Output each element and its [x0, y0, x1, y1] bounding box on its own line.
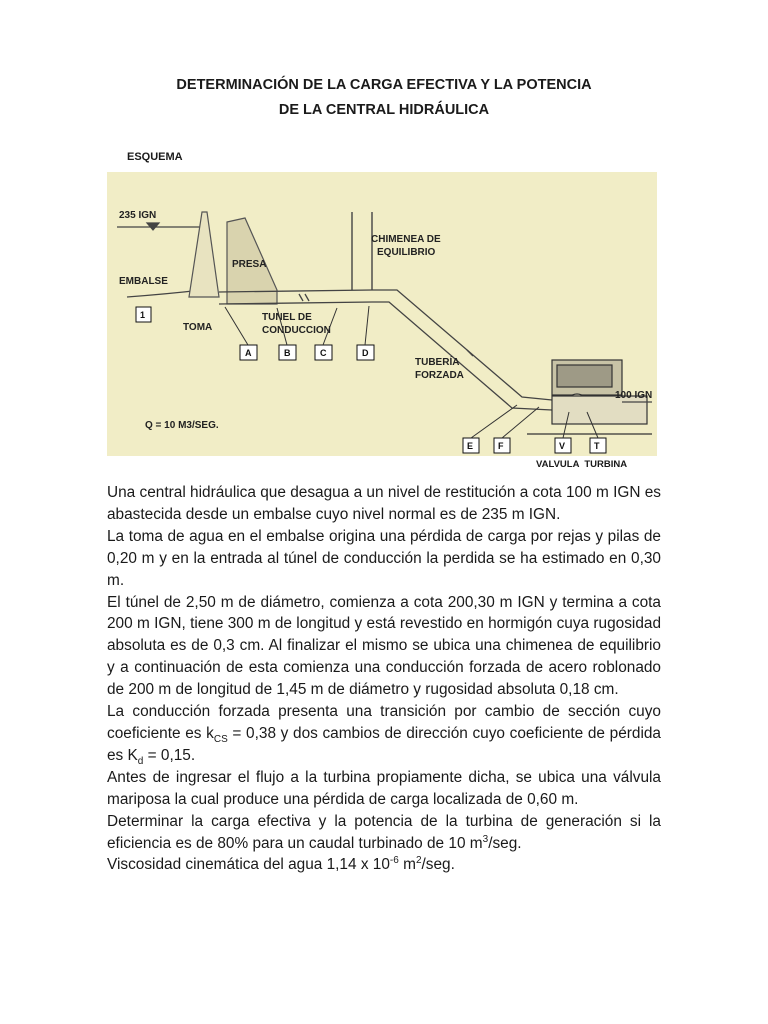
level-235-label: 235 IGN: [119, 210, 157, 221]
marker-f: F: [498, 441, 504, 451]
valve-turbine-caption: VALVULA TURBINA: [536, 459, 628, 470]
paragraph-7-part-a: Viscosidad cinemática del agua 1,14 x 10: [107, 856, 390, 874]
level-100-label: 100 IGN: [615, 390, 653, 401]
chimenea-label-1: CHIMENEA DE: [371, 234, 441, 245]
tunel-label-1: TUNEL DE: [262, 312, 312, 323]
paragraph-6-part-a: Determinar la carga efectiva y la potencia de la turbina de generación si la eficiencia es de 80% para un caudal turbinado de 10 m: [107, 812, 661, 852]
paragraph-5: Antes de ingresar el flujo a la turbina propiamente dicha, se ubica una válvula mariposa la cual produce una pérdida de carga localizada de 0,60 m.: [107, 768, 661, 808]
exponent-superscript: -6: [389, 855, 399, 867]
paragraph-7: [107, 854, 661, 876]
marker-b: B: [284, 348, 291, 358]
marker-a: A: [245, 348, 252, 358]
paragraph-4: [107, 701, 661, 767]
tunel-label-2: CONDUCCION: [262, 325, 331, 336]
tuberia-label-2: FORZADA: [415, 370, 464, 381]
marker-1: 1: [140, 310, 146, 320]
paragraph-7-part-b: m: [398, 856, 416, 874]
marker-v: V: [559, 441, 566, 451]
marker-c: C: [320, 348, 327, 358]
hydro-plant-schematic: [107, 172, 657, 456]
document-title-line-1: DETERMINACIÓN DE LA CARGA EFECTIVA Y LA POTENCIA: [176, 77, 592, 93]
marker-e: E: [467, 441, 474, 451]
document-title-line-2: DE LA CENTRAL HIDRÁULICA: [278, 102, 490, 118]
paragraph-4-part-b: = 0,38 y dos cambios de dirección cuyo coeficiente de pérdida es K: [107, 724, 661, 764]
paragraph-6: [107, 811, 661, 855]
marker-d: D: [362, 348, 369, 358]
problem-statement: [107, 482, 661, 876]
paragraph-1: Una central hidráulica que desagua a un nivel de restitución a cota 100 m IGN es abastecida desde un embalse cuyo nivel normal es de 235 m IGN.: [107, 484, 661, 523]
marker-t: T: [594, 441, 600, 451]
embalse-label: EMBALSE: [119, 276, 168, 287]
tuberia-label-1: TUBERÍA: [415, 357, 460, 368]
paragraph-2: La toma de agua en el embalse origina una pérdida de carga por rejas y pilas de 0,20 m y en la entrada al túnel de conducción la perdida se ha estimado en 0,30 m.: [107, 527, 661, 589]
toma-label: TOMA: [183, 322, 213, 333]
kcs-subscript: CS: [213, 734, 228, 746]
presa-label: PRESA: [232, 259, 267, 270]
paragraph-4-part-c: = 0,15.: [143, 746, 196, 764]
paragraph-7-part-c: /seg.: [421, 856, 455, 874]
paragraph-6-part-b: /seg.: [488, 834, 522, 852]
kd-subscript: d: [137, 755, 144, 767]
square-superscript: 2: [415, 855, 422, 867]
chimenea-label-2: EQUILIBRIO: [377, 247, 436, 258]
paragraph-3: El túnel de 2,50 m de diámetro, comienza a cota 200,30 m IGN y termina a cota 200 m IGN, tiene 300 m de longitud y está revestido en hormigón cuya rugosidad absoluta es de 0,3 cm. Al finalizar el mismo se ubica una chimenea de equilibrio y a continuación de esta comienza una conducción forzada de acero roblonado de 200 m de longitud de 1,45 m de diámetro y rugosidad absoluta 0,18 cm.: [107, 593, 661, 699]
figure-label: ESQUEMA: [127, 151, 183, 163]
paragraph-4-part-a: La conducción forzada presenta una transición por cambio de sección cuyo coeficiente es k: [107, 703, 661, 742]
cubic-superscript: 3: [482, 833, 489, 845]
flow-rate-label: Q = 10 M3/SEG.: [145, 420, 219, 431]
